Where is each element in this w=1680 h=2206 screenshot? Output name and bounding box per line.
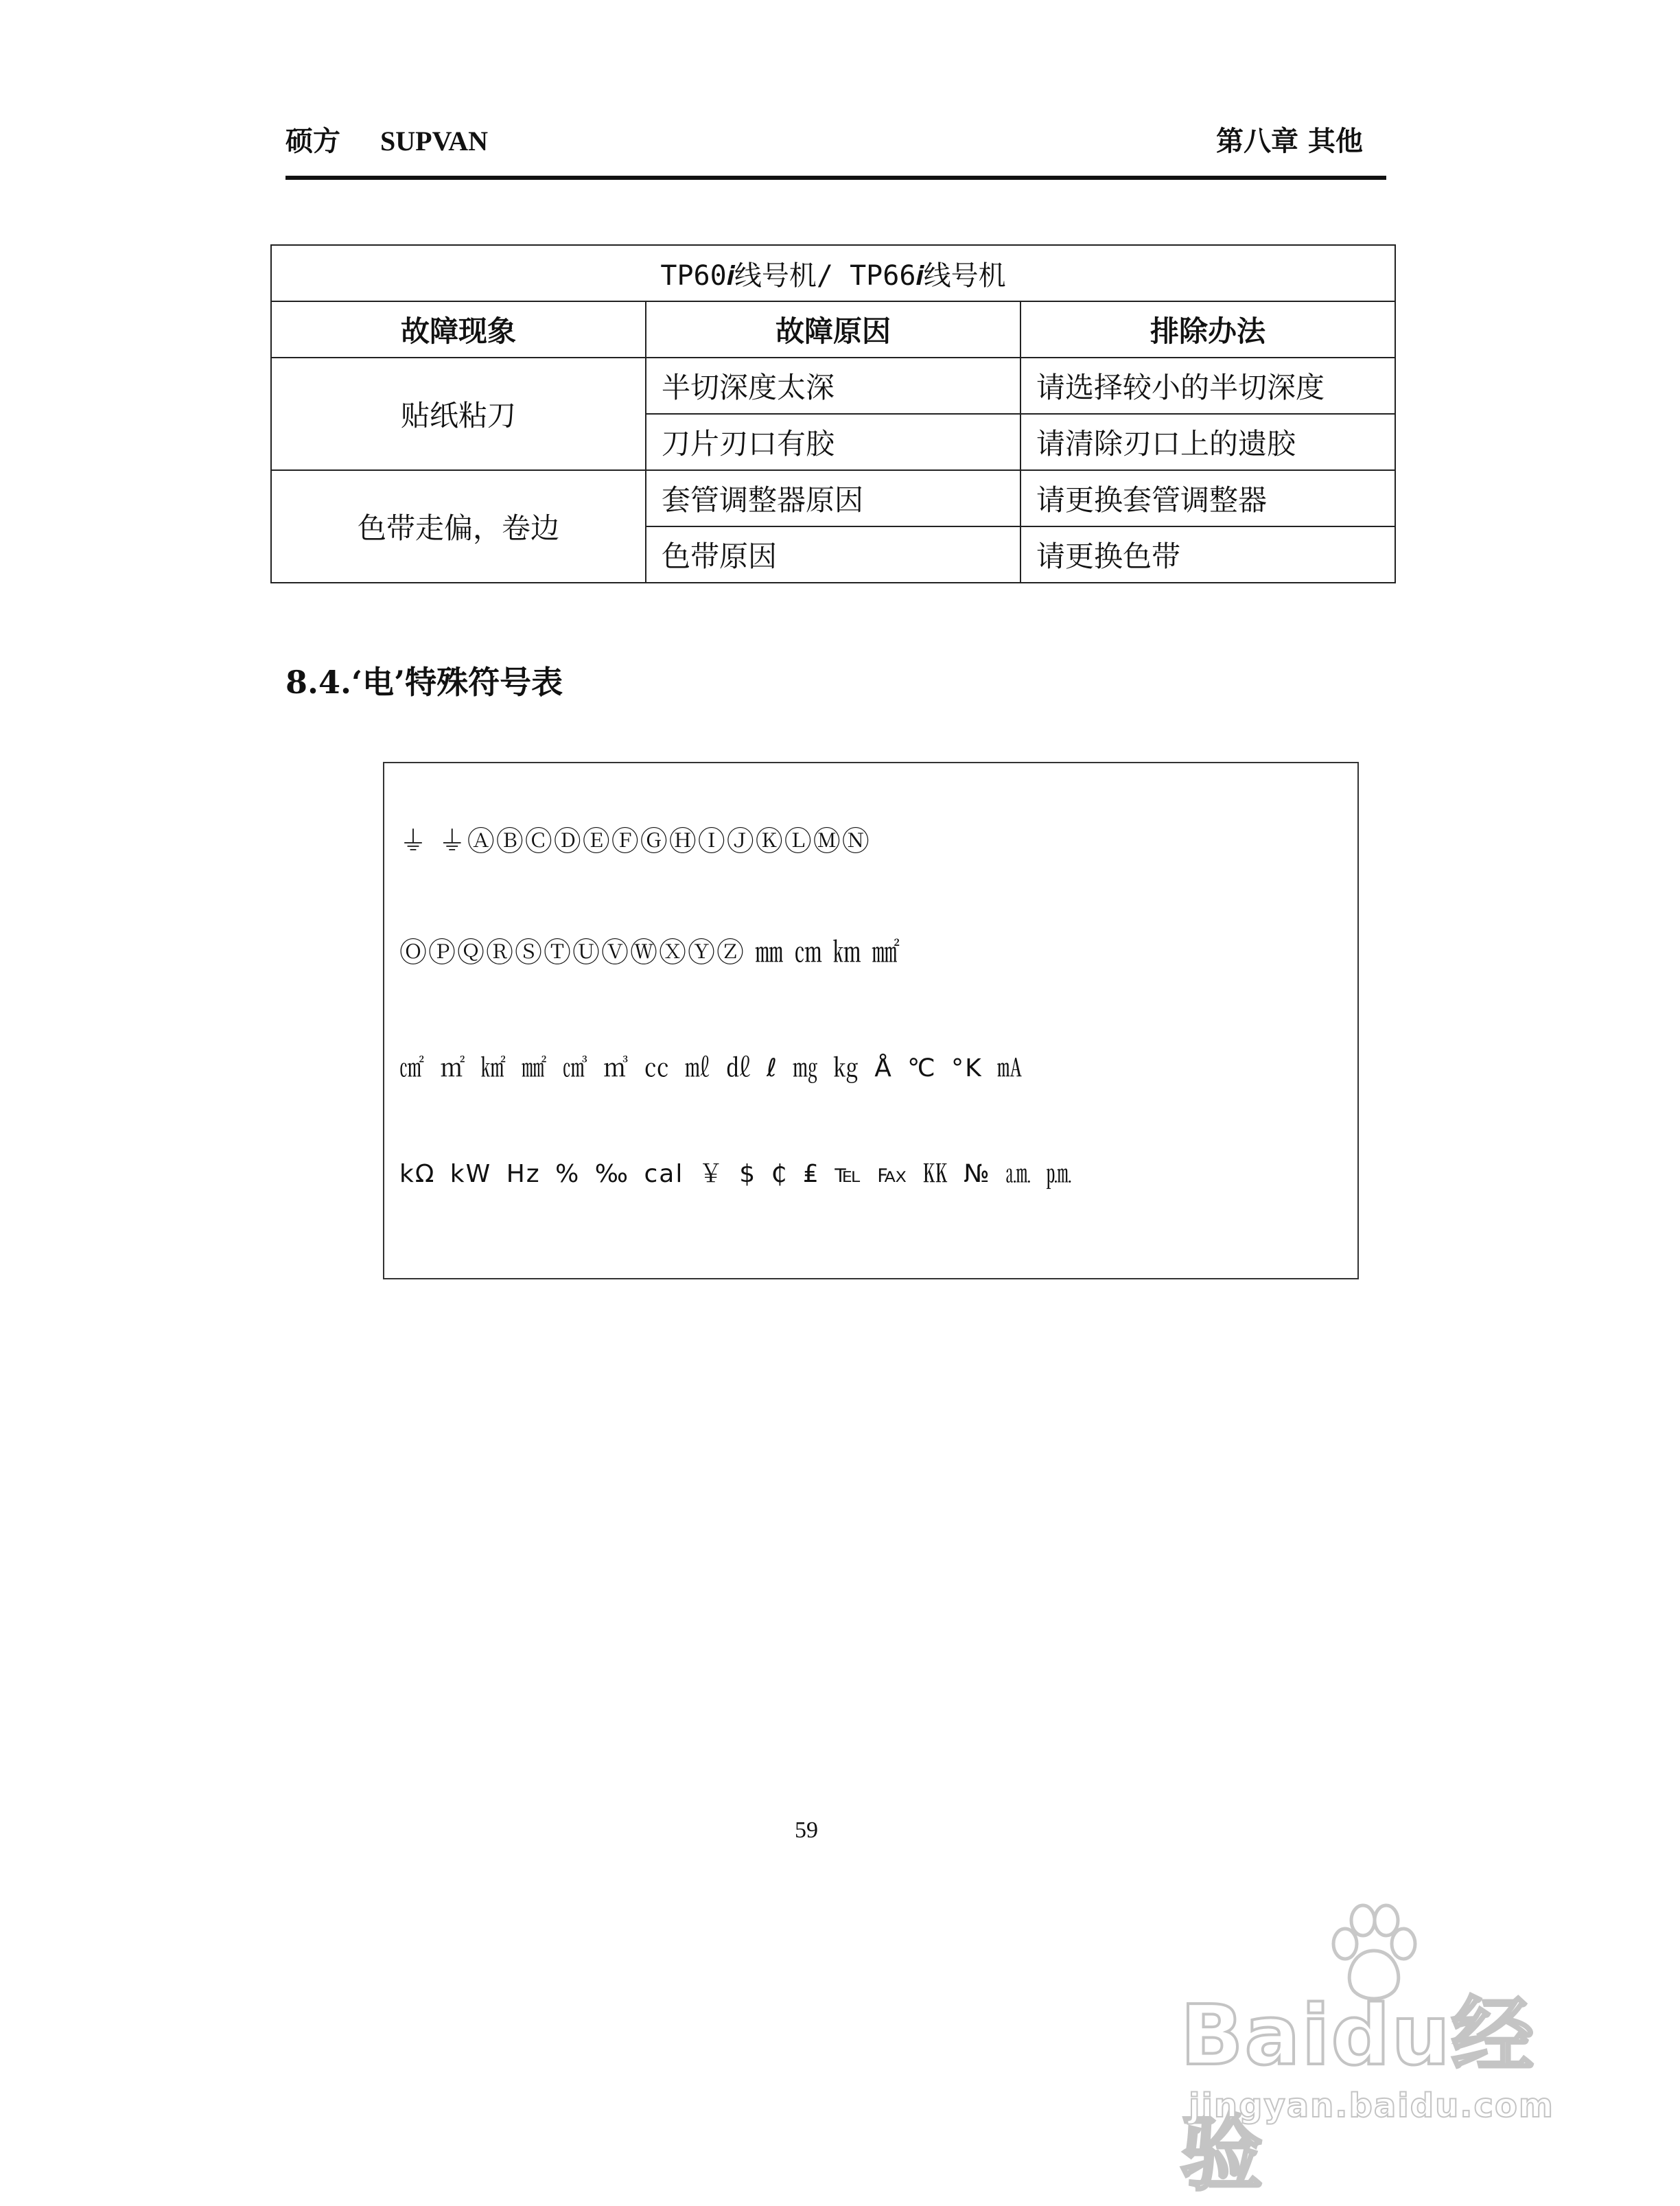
column-header-symptom: 故障现象 (271, 301, 646, 358)
solution-cell: 请更换色带 (1020, 526, 1395, 583)
symptom-cell: 贴纸粘刀 (271, 358, 646, 470)
table-row (271, 470, 1395, 526)
symptom-cell: 色带走偏，卷边 (271, 470, 646, 583)
symbol-line-1: ⏚ ⏚ⒶⒷⒸⒹⒺⒻⒼⒽⒾⒿⓀⓁⓂⓃ (399, 826, 871, 857)
cause-cell: 套管调整器原因 (646, 470, 1020, 526)
section-heading: 8.4.‘电’特殊符号表 (285, 664, 563, 701)
brand-name: SUPVAN (380, 126, 489, 156)
fault-table (270, 244, 1396, 583)
table-row (271, 358, 1395, 414)
symbol-line-2: ⓄⓅⓆⓇⓈⓉⓊⓋⓌⓍⓎⓏ ㎜ ㎝ ㎞ ㎟ (399, 937, 901, 968)
special-symbols-box (383, 762, 1359, 1279)
page-number: 59 (795, 1818, 818, 1843)
fault-table-header-row (271, 301, 1395, 358)
page-header-left (285, 119, 488, 159)
fault-table-title: TP60𝒊线号机/ TP66𝒊线号机 (271, 245, 1395, 301)
watermark-brand: Baidu经验 (1180, 1988, 1535, 2202)
solution-cell: 请清除刃口上的遗胶 (1020, 414, 1395, 470)
company-name: 硕方 (285, 125, 340, 157)
watermark-url: jingyan.baidu.com (1189, 2087, 1554, 2125)
fault-table-title-row (271, 245, 1395, 301)
chapter-title: 第八章 其他 (1216, 125, 1363, 157)
cause-cell: 色带原因 (646, 526, 1020, 583)
symbol-line-4: kΩ kW Hz % ‰ cal ￥ $ ₵ ₤ ℡ ℻ ㏍ № ㏂ ㏘ (399, 1160, 1073, 1188)
solution-cell: 请更换套管调整器 (1020, 470, 1395, 526)
cause-cell: 刀片刃口有胶 (646, 414, 1020, 470)
cause-cell: 半切深度太深 (646, 358, 1020, 414)
baidu-watermark (1180, 1901, 1565, 2202)
symbol-line-3: ㎠ ㎡ ㎢ ㎟ ㎤ ㎥ ㏄ ㎖ ㎗ ℓ ㎎ ㎏ Å ℃ °K ㎃ (399, 1054, 1024, 1082)
column-header-solution: 排除办法 (1020, 301, 1395, 358)
header-rule (285, 176, 1386, 180)
column-header-cause: 故障原因 (646, 301, 1020, 358)
solution-cell: 请选择较小的半切深度 (1020, 358, 1395, 414)
